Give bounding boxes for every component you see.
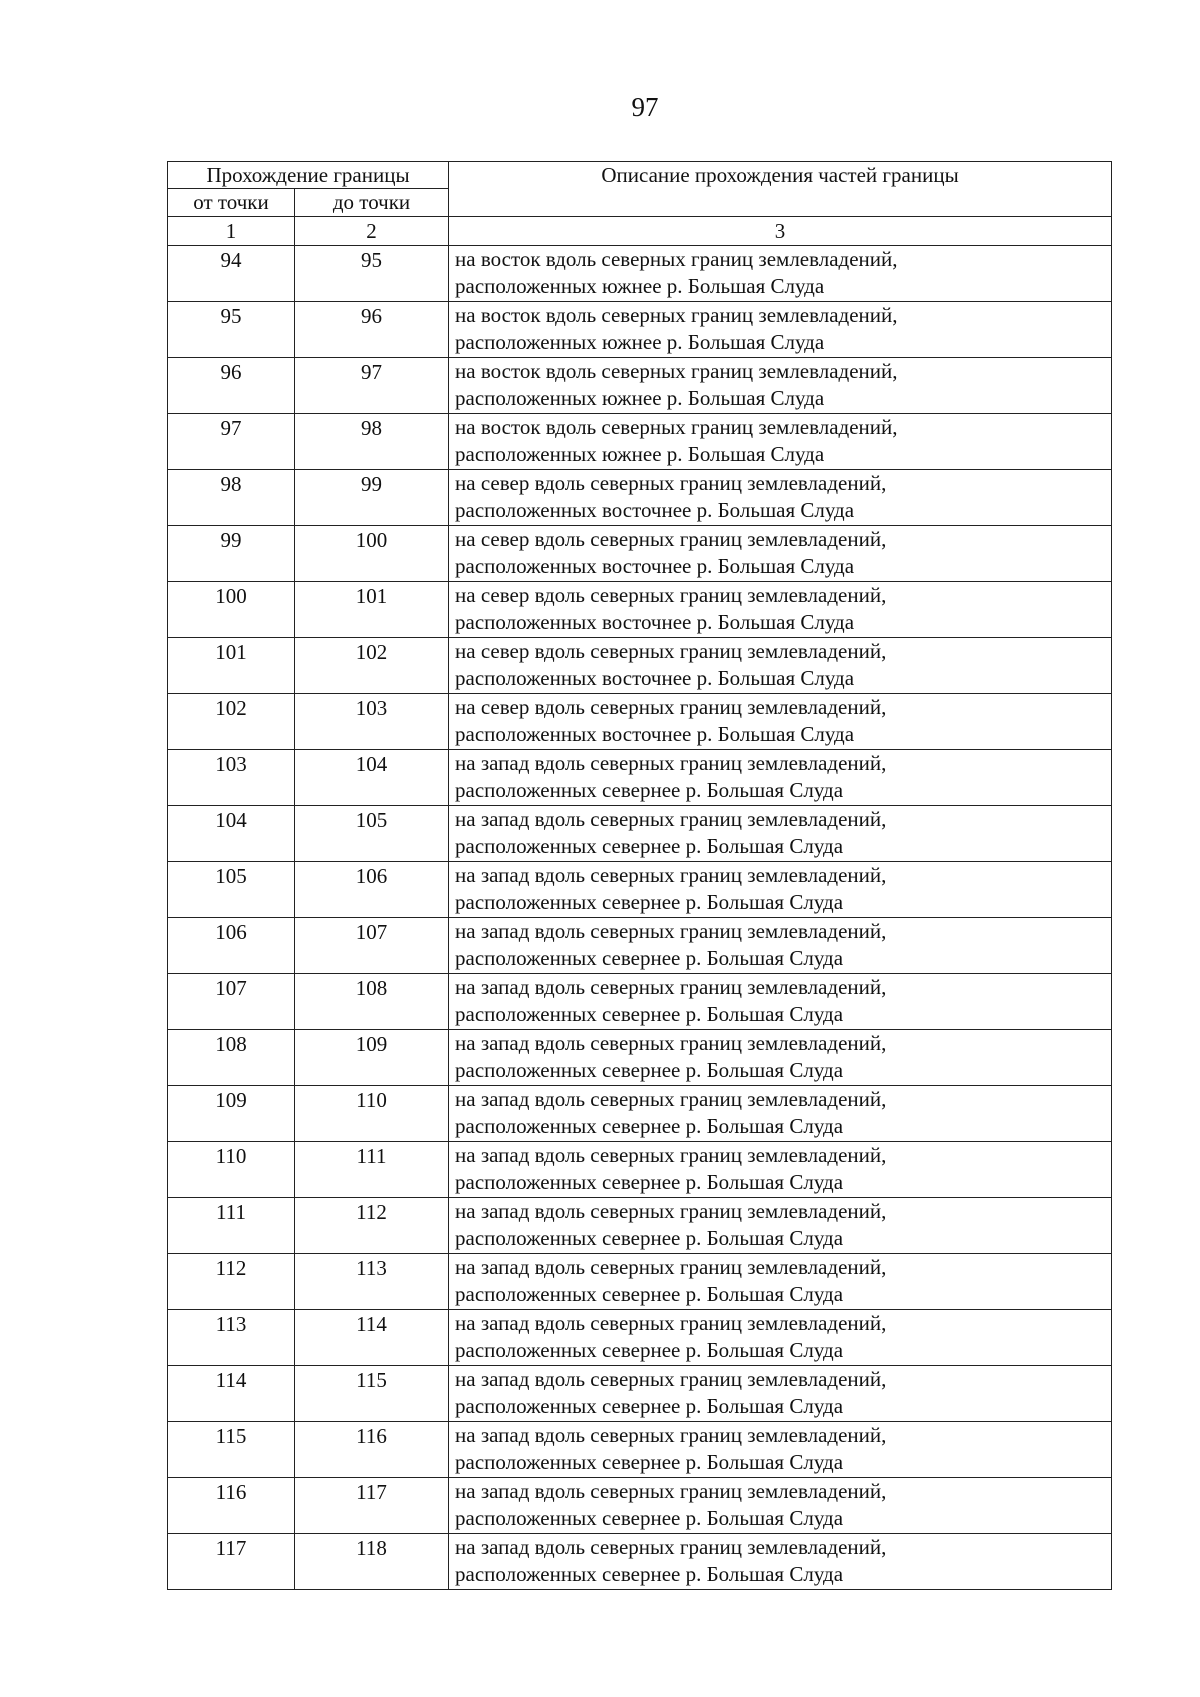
to-point-cell: 101 — [295, 582, 449, 638]
to-point-cell: 102 — [295, 638, 449, 694]
description-line-1: на запад вдоль северных границ землевладений, — [455, 1255, 887, 1279]
table-row — [168, 918, 1112, 974]
to-point-cell: 107 — [295, 918, 449, 974]
description-cell — [449, 1254, 1112, 1310]
table-row — [168, 1086, 1112, 1142]
description-line-1: на восток вдоль северных границ землевладений, — [455, 359, 898, 383]
description-line-2: расположенных севернее р. Большая Слуда — [455, 1114, 844, 1138]
table-row — [168, 470, 1112, 526]
table-row — [168, 694, 1112, 750]
description-line-1: на север вдоль северных границ землевладений, — [455, 695, 887, 719]
from-point-cell: 112 — [168, 1254, 295, 1310]
to-point-cell: 105 — [295, 806, 449, 862]
from-point-cell: 102 — [168, 694, 295, 750]
description-cell — [449, 750, 1112, 806]
description-line-1: на запад вдоль северных границ землевладений, — [455, 1199, 887, 1223]
table-row — [168, 750, 1112, 806]
description-line-2: расположенных восточнее р. Большая Слуда — [455, 722, 855, 746]
description-line-2: расположенных севернее р. Большая Слуда — [455, 778, 844, 802]
from-point-cell: 116 — [168, 1478, 295, 1534]
to-point-cell: 106 — [295, 862, 449, 918]
table-row — [168, 302, 1112, 358]
description-cell — [449, 1086, 1112, 1142]
description-line-2: расположенных севернее р. Большая Слуда — [455, 1562, 844, 1586]
description-cell — [449, 414, 1112, 470]
from-point-cell: 94 — [168, 246, 295, 302]
description-line-1: на запад вдоль северных границ землевладений, — [455, 1311, 887, 1335]
from-point-cell: 108 — [168, 1030, 295, 1086]
description-line-1: на запад вдоль северных границ землевладений, — [455, 919, 887, 943]
description-line-1: на север вдоль северных границ землевладений, — [455, 583, 887, 607]
description-line-1: на запад вдоль северных границ землевладений, — [455, 1367, 887, 1391]
from-point-cell: 103 — [168, 750, 295, 806]
table-row — [168, 1198, 1112, 1254]
table-row — [168, 414, 1112, 470]
from-point-cell: 95 — [168, 302, 295, 358]
description-line-2: расположенных южнее р. Большая Слуда — [455, 330, 825, 354]
table-row — [168, 246, 1112, 302]
description-cell — [449, 1198, 1112, 1254]
description-line-1: на восток вдоль северных границ землевладений, — [455, 247, 898, 271]
from-point-cell: 114 — [168, 1366, 295, 1422]
description-line-2: расположенных севернее р. Большая Слуда — [455, 1282, 844, 1306]
to-point-cell: 116 — [295, 1422, 449, 1478]
description-line-1: на север вдоль северных границ землевладений, — [455, 639, 887, 663]
table-body — [168, 246, 1112, 1590]
description-line-2: расположенных восточнее р. Большая Слуда — [455, 666, 855, 690]
description-cell — [449, 1478, 1112, 1534]
description-line-2: расположенных восточнее р. Большая Слуда — [455, 498, 855, 522]
header-to-point: до точки — [295, 189, 449, 217]
description-cell — [449, 526, 1112, 582]
description-line-2: расположенных южнее р. Большая Слуда — [455, 386, 825, 410]
description-line-2: расположенных севернее р. Большая Слуда — [455, 1450, 844, 1474]
to-point-cell: 111 — [295, 1142, 449, 1198]
table-row — [168, 1366, 1112, 1422]
description-line-2: расположенных севернее р. Большая Слуда — [455, 1002, 844, 1026]
to-point-cell: 115 — [295, 1366, 449, 1422]
header-description: Описание прохождения частей границы — [449, 162, 1112, 217]
to-point-cell: 113 — [295, 1254, 449, 1310]
page-number: 97 — [631, 92, 659, 122]
from-point-cell: 97 — [168, 414, 295, 470]
description-line-1: на запад вдоль северных границ землевладений, — [455, 1031, 887, 1055]
column-number-1: 1 — [168, 217, 295, 246]
table-row — [168, 1422, 1112, 1478]
to-point-cell: 96 — [295, 302, 449, 358]
from-point-cell: 98 — [168, 470, 295, 526]
description-cell — [449, 806, 1112, 862]
to-point-cell: 118 — [295, 1534, 449, 1590]
header-boundary-passage: Прохождение границы — [168, 162, 449, 189]
description-line-2: расположенных севернее р. Большая Слуда — [455, 834, 844, 858]
description-cell — [449, 918, 1112, 974]
to-point-cell: 103 — [295, 694, 449, 750]
description-cell — [449, 582, 1112, 638]
description-line-2: расположенных севернее р. Большая Слуда — [455, 1170, 844, 1194]
description-line-2: расположенных восточнее р. Большая Слуда — [455, 610, 855, 634]
from-point-cell: 117 — [168, 1534, 295, 1590]
description-line-2: расположенных севернее р. Большая Слуда — [455, 1394, 844, 1418]
from-point-cell: 110 — [168, 1142, 295, 1198]
description-line-1: на запад вдоль северных границ землевладений, — [455, 1535, 887, 1559]
to-point-cell: 108 — [295, 974, 449, 1030]
description-line-2: расположенных севернее р. Большая Слуда — [455, 1338, 844, 1362]
description-line-1: на запад вдоль северных границ землевладений, — [455, 1479, 887, 1503]
boundary-table — [167, 161, 1112, 1590]
column-number-3: 3 — [449, 217, 1112, 246]
table-row — [168, 638, 1112, 694]
table-row — [168, 358, 1112, 414]
from-point-cell: 107 — [168, 974, 295, 1030]
description-cell — [449, 302, 1112, 358]
description-line-1: на запад вдоль северных границ землевладений, — [455, 807, 887, 831]
to-point-cell: 104 — [295, 750, 449, 806]
description-line-2: расположенных севернее р. Большая Слуда — [455, 1058, 844, 1082]
from-point-cell: 111 — [168, 1198, 295, 1254]
description-cell — [449, 358, 1112, 414]
table-row — [168, 582, 1112, 638]
to-point-cell: 97 — [295, 358, 449, 414]
description-line-2: расположенных севернее р. Большая Слуда — [455, 1226, 844, 1250]
table-row — [168, 862, 1112, 918]
description-line-1: на запад вдоль северных границ землевладений, — [455, 1087, 887, 1111]
column-number-2: 2 — [295, 217, 449, 246]
description-cell — [449, 974, 1112, 1030]
to-point-cell: 100 — [295, 526, 449, 582]
description-line-1: на восток вдоль северных границ землевладений, — [455, 303, 898, 327]
description-line-1: на запад вдоль северных границ землевладений, — [455, 1143, 887, 1167]
description-cell — [449, 862, 1112, 918]
description-cell — [449, 1366, 1112, 1422]
from-point-cell: 105 — [168, 862, 295, 918]
description-cell — [449, 638, 1112, 694]
to-point-cell: 110 — [295, 1086, 449, 1142]
description-line-2: расположенных южнее р. Большая Слуда — [455, 274, 825, 298]
from-point-cell: 113 — [168, 1310, 295, 1366]
description-line-2: расположенных южнее р. Большая Слуда — [455, 442, 825, 466]
description-line-2: расположенных севернее р. Большая Слуда — [455, 946, 844, 970]
description-line-1: на запад вдоль северных границ землевладений, — [455, 863, 887, 887]
table-header — [168, 162, 1112, 246]
from-point-cell: 99 — [168, 526, 295, 582]
from-point-cell: 96 — [168, 358, 295, 414]
table-row — [168, 1142, 1112, 1198]
to-point-cell: 114 — [295, 1310, 449, 1366]
description-cell — [449, 1534, 1112, 1590]
description-line-2: расположенных севернее р. Большая Слуда — [455, 1506, 844, 1530]
header-from-point: от точки — [168, 189, 295, 217]
description-line-1: на запад вдоль северных границ землевладений, — [455, 751, 887, 775]
description-line-1: на север вдоль северных границ землевладений, — [455, 527, 887, 551]
to-point-cell: 98 — [295, 414, 449, 470]
table-row — [168, 974, 1112, 1030]
to-point-cell: 112 — [295, 1198, 449, 1254]
description-line-2: расположенных восточнее р. Большая Слуда — [455, 554, 855, 578]
table-row — [168, 806, 1112, 862]
table-row — [168, 1310, 1112, 1366]
to-point-cell: 117 — [295, 1478, 449, 1534]
from-point-cell: 109 — [168, 1086, 295, 1142]
to-point-cell: 99 — [295, 470, 449, 526]
description-cell — [449, 1142, 1112, 1198]
table-row — [168, 1478, 1112, 1534]
table-row — [168, 526, 1112, 582]
description-cell — [449, 1310, 1112, 1366]
description-cell — [449, 470, 1112, 526]
description-line-1: на север вдоль северных границ землевладений, — [455, 471, 887, 495]
table-row — [168, 1030, 1112, 1086]
description-line-1: на запад вдоль северных границ землевладений, — [455, 1423, 887, 1447]
description-cell — [449, 1030, 1112, 1086]
table-row — [168, 1534, 1112, 1590]
from-point-cell: 106 — [168, 918, 295, 974]
description-cell — [449, 694, 1112, 750]
description-line-1: на запад вдоль северных границ землевладений, — [455, 975, 887, 999]
description-line-1: на восток вдоль северных границ землевладений, — [455, 415, 898, 439]
from-point-cell: 115 — [168, 1422, 295, 1478]
from-point-cell: 100 — [168, 582, 295, 638]
description-cell — [449, 1422, 1112, 1478]
from-point-cell: 104 — [168, 806, 295, 862]
description-line-2: расположенных севернее р. Большая Слуда — [455, 890, 844, 914]
from-point-cell: 101 — [168, 638, 295, 694]
description-cell — [449, 246, 1112, 302]
to-point-cell: 95 — [295, 246, 449, 302]
to-point-cell: 109 — [295, 1030, 449, 1086]
table-row — [168, 1254, 1112, 1310]
